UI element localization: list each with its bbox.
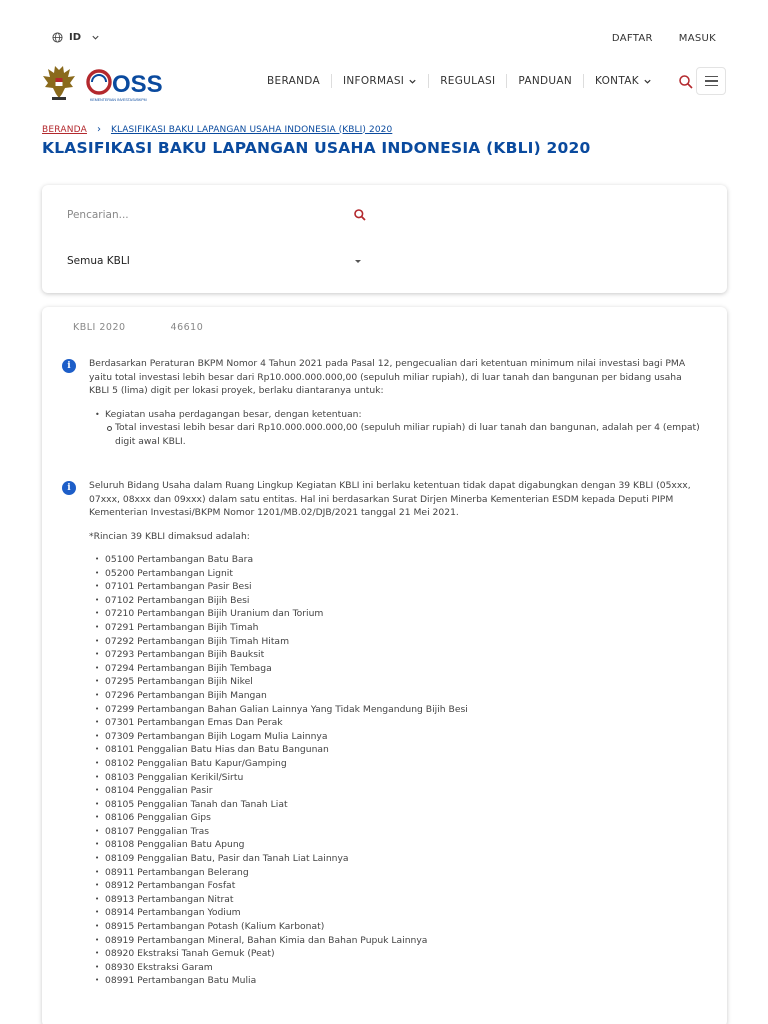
breadcrumb-current[interactable]: KLASIFIKASI BAKU LAPANGAN USAHA INDONESIA (KBLI) 2020	[110, 124, 393, 135]
list-item: Total investasi lebih besar dari Rp10.000.000.000,00 (sepuluh miliar rupiah) di luar tanah dan bangunan, adalah per 4 (empat) digit awal KBLI.	[99, 421, 704, 448]
kbli-list-item: • 07101 Pertambangan Pasir Besi	[105, 580, 704, 594]
language-selector[interactable]	[52, 32, 100, 43]
kbli-list-item: • 05200 Pertambangan Lignit	[105, 567, 704, 581]
note-text: Seluruh Bidang Usaha dalam Ruang Lingkup Kegiatan KBLI ini berlaku ketentuan tidak dapat digabungkan dengan 39 KBLI (05xxx, 07xxx, 08xxx dan 09xxx) dalam satu entitas. Hal ini berdasarkan Surat Dirjen Minerba Kementerian ESDM kepada Deputi PIPM Kementerian Investasi/BKPM Nomor 1201/MB.02/DJB/2021 tanggal 21 Mei 2021.	[89, 480, 691, 518]
kbli-list-item: • 07102 Pertambangan Bijih Besi	[105, 594, 704, 608]
nav-panduan[interactable]: PANDUAN	[518, 75, 572, 87]
kbli-list-item: • 08106 Penggalian Gips	[105, 811, 704, 825]
list-item: • Kegiatan usaha perdagangan besar, dengan ketentuan:	[99, 408, 704, 422]
kbli-list-item: • 07309 Pertambangan Bijih Logam Mulia Lainnya	[105, 730, 704, 744]
kbli-list-item: • 08912 Pertambangan Fosfat	[105, 879, 704, 893]
kbli-list-item: • 08914 Pertambangan Yodium	[105, 906, 704, 920]
kbli-list-item: • 08911 Pertambangan Belerang	[105, 866, 704, 880]
kbli-filter-select[interactable]: Semua KBLI	[67, 255, 130, 267]
kbli-list-item: • 08915 Pertambangan Potash (Kalium Karbonat)	[105, 920, 704, 934]
main-header	[0, 60, 768, 110]
kbli-list	[89, 553, 704, 988]
search-card	[42, 185, 727, 293]
globe-icon	[52, 32, 63, 43]
language-label: ID	[69, 32, 82, 43]
chevron-down-icon	[408, 77, 417, 86]
kbli-list-item: • 08991 Pertambangan Batu Mulia	[105, 974, 704, 988]
kbli-list-item: • 08102 Penggalian Batu Kapur/Gamping	[105, 757, 704, 771]
kbli-list-item: • 07293 Pertambangan Bijih Bauksit	[105, 648, 704, 662]
svg-text:OSS: OSS	[112, 71, 162, 98]
tab-kbli-code[interactable]: 46610	[170, 322, 204, 333]
search-input[interactable]: Pencarian...	[67, 209, 129, 221]
nav-beranda[interactable]: BERANDA	[267, 75, 320, 87]
kbli-list-item: • 07210 Pertambangan Bijih Uranium dan Torium	[105, 607, 704, 621]
register-link[interactable]: DAFTAR	[611, 33, 653, 44]
chevron-down-icon	[91, 33, 100, 42]
oss-logo[interactable]	[42, 64, 162, 104]
main-nav	[256, 74, 663, 88]
search-icon[interactable]	[353, 208, 367, 222]
breadcrumb	[42, 124, 392, 135]
top-bar	[0, 0, 768, 60]
nav-kontak[interactable]: KONTAK	[584, 74, 663, 88]
page-title: KLASIFIKASI BAKU LAPANGAN USAHA INDONESIA (KBLI) 2020	[42, 139, 591, 157]
kbli-list-item: • 08108 Penggalian Batu Apung	[105, 838, 704, 852]
kbli-list-item: • 08920 Ekstraksi Tanah Gemuk (Peat)	[105, 947, 704, 961]
chevron-down-icon	[643, 77, 652, 86]
hamburger-icon[interactable]	[696, 67, 726, 95]
kbli-list-item: • 07296 Pertambangan Bijih Mangan	[105, 689, 704, 703]
breadcrumb-home[interactable]: BERANDA	[42, 124, 87, 135]
tab-kbli-2020[interactable]: KBLI 2020	[73, 322, 126, 333]
kbli-list-item: • 08913 Pertambangan Nitrat	[105, 893, 704, 907]
breadcrumb-separator: ›	[96, 124, 101, 135]
login-link[interactable]: MASUK	[678, 33, 716, 44]
kbli-list-item: • 07301 Pertambangan Emas Dan Perak	[105, 716, 704, 730]
kbli-list-item: • 07291 Pertambangan Bijih Timah	[105, 621, 704, 635]
svg-text:KEMENTERIAN INVESTASI/BKPM: KEMENTERIAN INVESTASI/BKPM	[90, 98, 147, 102]
caret-down-icon[interactable]	[355, 260, 361, 263]
search-icon[interactable]	[678, 74, 694, 90]
info-icon: i	[62, 359, 76, 373]
kbli-detail-card	[42, 307, 727, 1024]
kbli-list-item: • 08103 Penggalian Kerikil/Sirtu	[105, 771, 704, 785]
kbli-list-item: • 07299 Pertambangan Bahan Galian Lainnya Yang Tidak Mengandung Bijih Besi	[105, 703, 704, 717]
info-icon: i	[62, 481, 76, 495]
kbli-list-item: • 08930 Ekstraksi Garam	[105, 961, 704, 975]
kbli-list-item: • 07292 Pertambangan Bijih Timah Hitam	[105, 635, 704, 649]
kbli-list-item: • 05100 Pertambangan Batu Bara	[105, 553, 704, 567]
kbli-list-item: • 08101 Penggalian Batu Hias dan Batu Bangunan	[105, 743, 704, 757]
garuda-emblem	[43, 66, 75, 100]
list-intro: *Rincian 39 KBLI dimaksud adalah:	[89, 530, 250, 542]
kbli-list-item: • 08105 Penggalian Tanah dan Tanah Liat	[105, 798, 704, 812]
kbli-list-item: • 08919 Pertambangan Mineral, Bahan Kimia dan Bahan Pupuk Lainnya	[105, 934, 704, 948]
kbli-list-item: • 07294 Pertambangan Bijih Tembaga	[105, 662, 704, 676]
kbli-list-item: • 08109 Penggalian Batu, Pasir dan Tanah Liat Lainnya	[105, 852, 704, 866]
kbli-list-item: • 08107 Penggalian Tras	[105, 825, 704, 839]
nav-informasi[interactable]: INFORMASI	[332, 74, 428, 88]
note-text: Berdasarkan Peraturan BKPM Nomor 4 Tahun 2021 pada Pasal 12, pengecualian dari ketentuan minimum nilai investasi bagi PMA yaitu total investasi lebih besar dari Rp10.000.000.000,00 (sepuluh miliar rupiah), di luar tanah dan bangunan per bidang usaha KBLI 5 (lima) digit per lokasi proyek, berlaku diantaranya untuk:	[89, 358, 686, 396]
kbli-tabs	[73, 322, 203, 333]
nav-regulasi[interactable]: REGULASI	[440, 75, 496, 87]
kbli-list-item: • 08104 Penggalian Pasir	[105, 784, 704, 798]
kbli-list-item: • 07295 Pertambangan Bijih Nikel	[105, 675, 704, 689]
